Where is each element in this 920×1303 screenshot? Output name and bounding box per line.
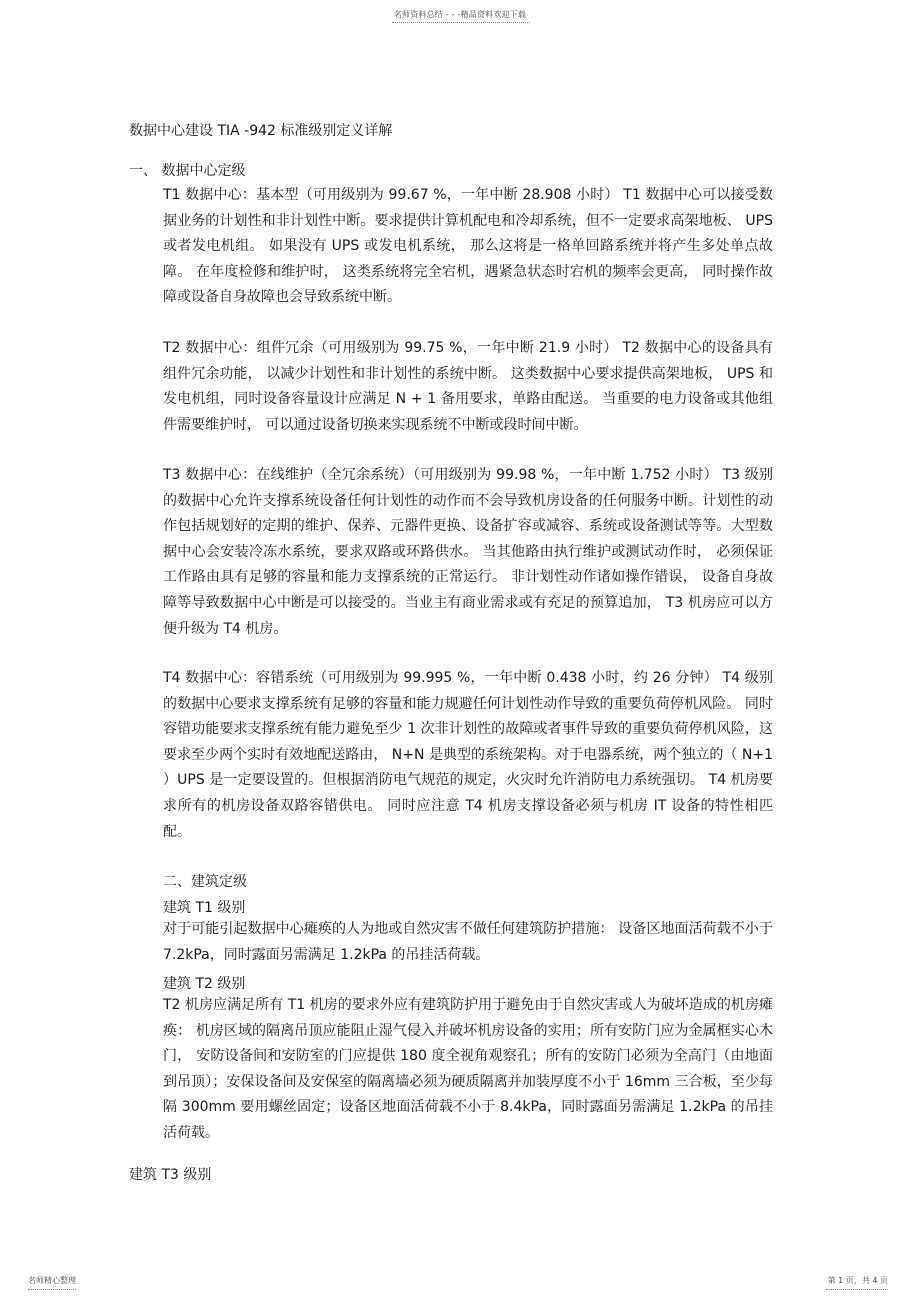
- page-indicator: 第 1 页，共 4 页: [827, 1276, 888, 1285]
- footer-left-note: 名师精心整理: [28, 1276, 76, 1285]
- section-heading-building-tier: 二、建筑定级: [163, 874, 247, 890]
- paragraph-building-t2: T2 机房应满足所有 T1 机房的要求外应有建筑防护用于避免由于自然灾害或人为破坏造成的机房瘫痪： 机房区域的隔离吊顶应能阻止湿气侵入并破坏机房设备的实用；所有安防门应为金属框实心木门， 安防设备间和安防室的门应提供 180 度全视角观察孔；所有的安防门必须为全高门（由地面到吊顶）；安保设备间及安保室的隔离墙必须为硬质隔离并加装厚度不小于 16mm 三合板，至少每隔 300mm 要用螺丝固定；设备区地面活荷载不小于 8.4kPa，同时露面另需满足 1.2kPa 的吊挂活荷载。: [163, 997, 773, 1141]
- building-t1-label: 建筑 T1 级别: [163, 900, 246, 916]
- header-note: 名师资料总结 - - -精品资料欢迎下载: [393, 10, 527, 19]
- paragraph-t1: T1 数据中心：基本型（可用级别为 99.67 %，一年中断 28.908 小时） T1 数据中心可以接受数据业务的计划性和非计划性中断。要求提供计算机配电和冷却系统，但不一定要求高架地板、 UPS 或者发电机组。 如果没有 UPS 或发电机系统， 那么这将是一格单回路系统并将产生多处单点故障。 在年度检修和维护时， 这类系统将完全宕机，遇紧急状态时宕机的频率会更高， 同时操作故障或设备自身故障也会导致系统中断。: [163, 187, 773, 306]
- building-t3-label: 建筑 T3 级别: [129, 1167, 212, 1183]
- section-heading-tier-definition: 一、 数据中心定级: [129, 163, 246, 179]
- paragraph-t2: T2 数据中心：组件冗余（可用级别为 99.75 %，一年中断 21.9 小时） T2 数据中心的设备具有组件冗余功能， 以减少计划性和非计划性的系统中断。 这类数据中心要求提供高架地板， UPS 和发电机组，同时设备容量设计应满足 N + 1 备用要求，单路由配送。 当重要的电力设备或其他组件需要维护时， 可以通过设备切换来实现系统不中断或段时间中断。: [163, 340, 773, 433]
- paragraph-building-t1: 对于可能引起数据中心瘫痪的人为地或自然灾害不做任何建筑防护措施： 设备区地面活荷载不小于 7.2kPa，同时露面另需满足 1.2kPa 的吊挂活荷载。: [163, 921, 773, 963]
- footer-right-divider: [826, 1289, 888, 1290]
- paragraph-t4: T4 数据中心：容错系统（可用级别为 99.995 %，一年中断 0.438 小时，约 26 分钟） T4 级别的数据中心要求支撑系统有足够的容量和能力规避任何计划性动作导致的重要负荷停机风险。 同时容错功能要求支撑系统有能力避免至少 1 次非计划性的故障或者事件导致的重要负荷停机风险，这要求至少两个实时有效地配送路由， N+N 是典型的系统架构。对于电器系统，两个独立的（ N+1 ）UPS 是一定要设置的。但根据消防电气规范的规定，火灾时允许消防电力系统强切。 T4 机房要求所有的机房设备双路容错供电。 同时应注意 T4 机房支撑设备必须与机房 IT 设备的特性相匹配。: [163, 670, 773, 840]
- header-divider: [392, 22, 530, 23]
- footer-left-divider: [28, 1289, 76, 1290]
- paragraph-t3: T3 数据中心：在线维护（全冗余系统）（可用级别为 99.98 %，一年中断 1.752 小时） T3 级别的数据中心允许支撑系统设备任何计划性的动作而不会导致机房设备的任何服务中断。计划性的动作包括规划好的定期的维护、保养、元器件更换、设备扩容或减容、系统或设备测试等等。大型数据中心会安装冷冻水系统，要求双路或环路供水。 当其他路由执行维护或测试动作时， 必须保证工作路由具有足够的容量和能力支撑系统的正常运行。 非计划性动作诸如操作错误， 设备自身故障等导致数据中心中断是可以接受的。当业主有商业需求或有充足的预算追加， T3 机房应可以方便升级为 T4 机房。: [163, 467, 773, 637]
- building-t2-label: 建筑 T2 级别: [163, 976, 246, 992]
- document-title: 数据中心建设 TIA -942 标准级别定义详解: [129, 123, 393, 139]
